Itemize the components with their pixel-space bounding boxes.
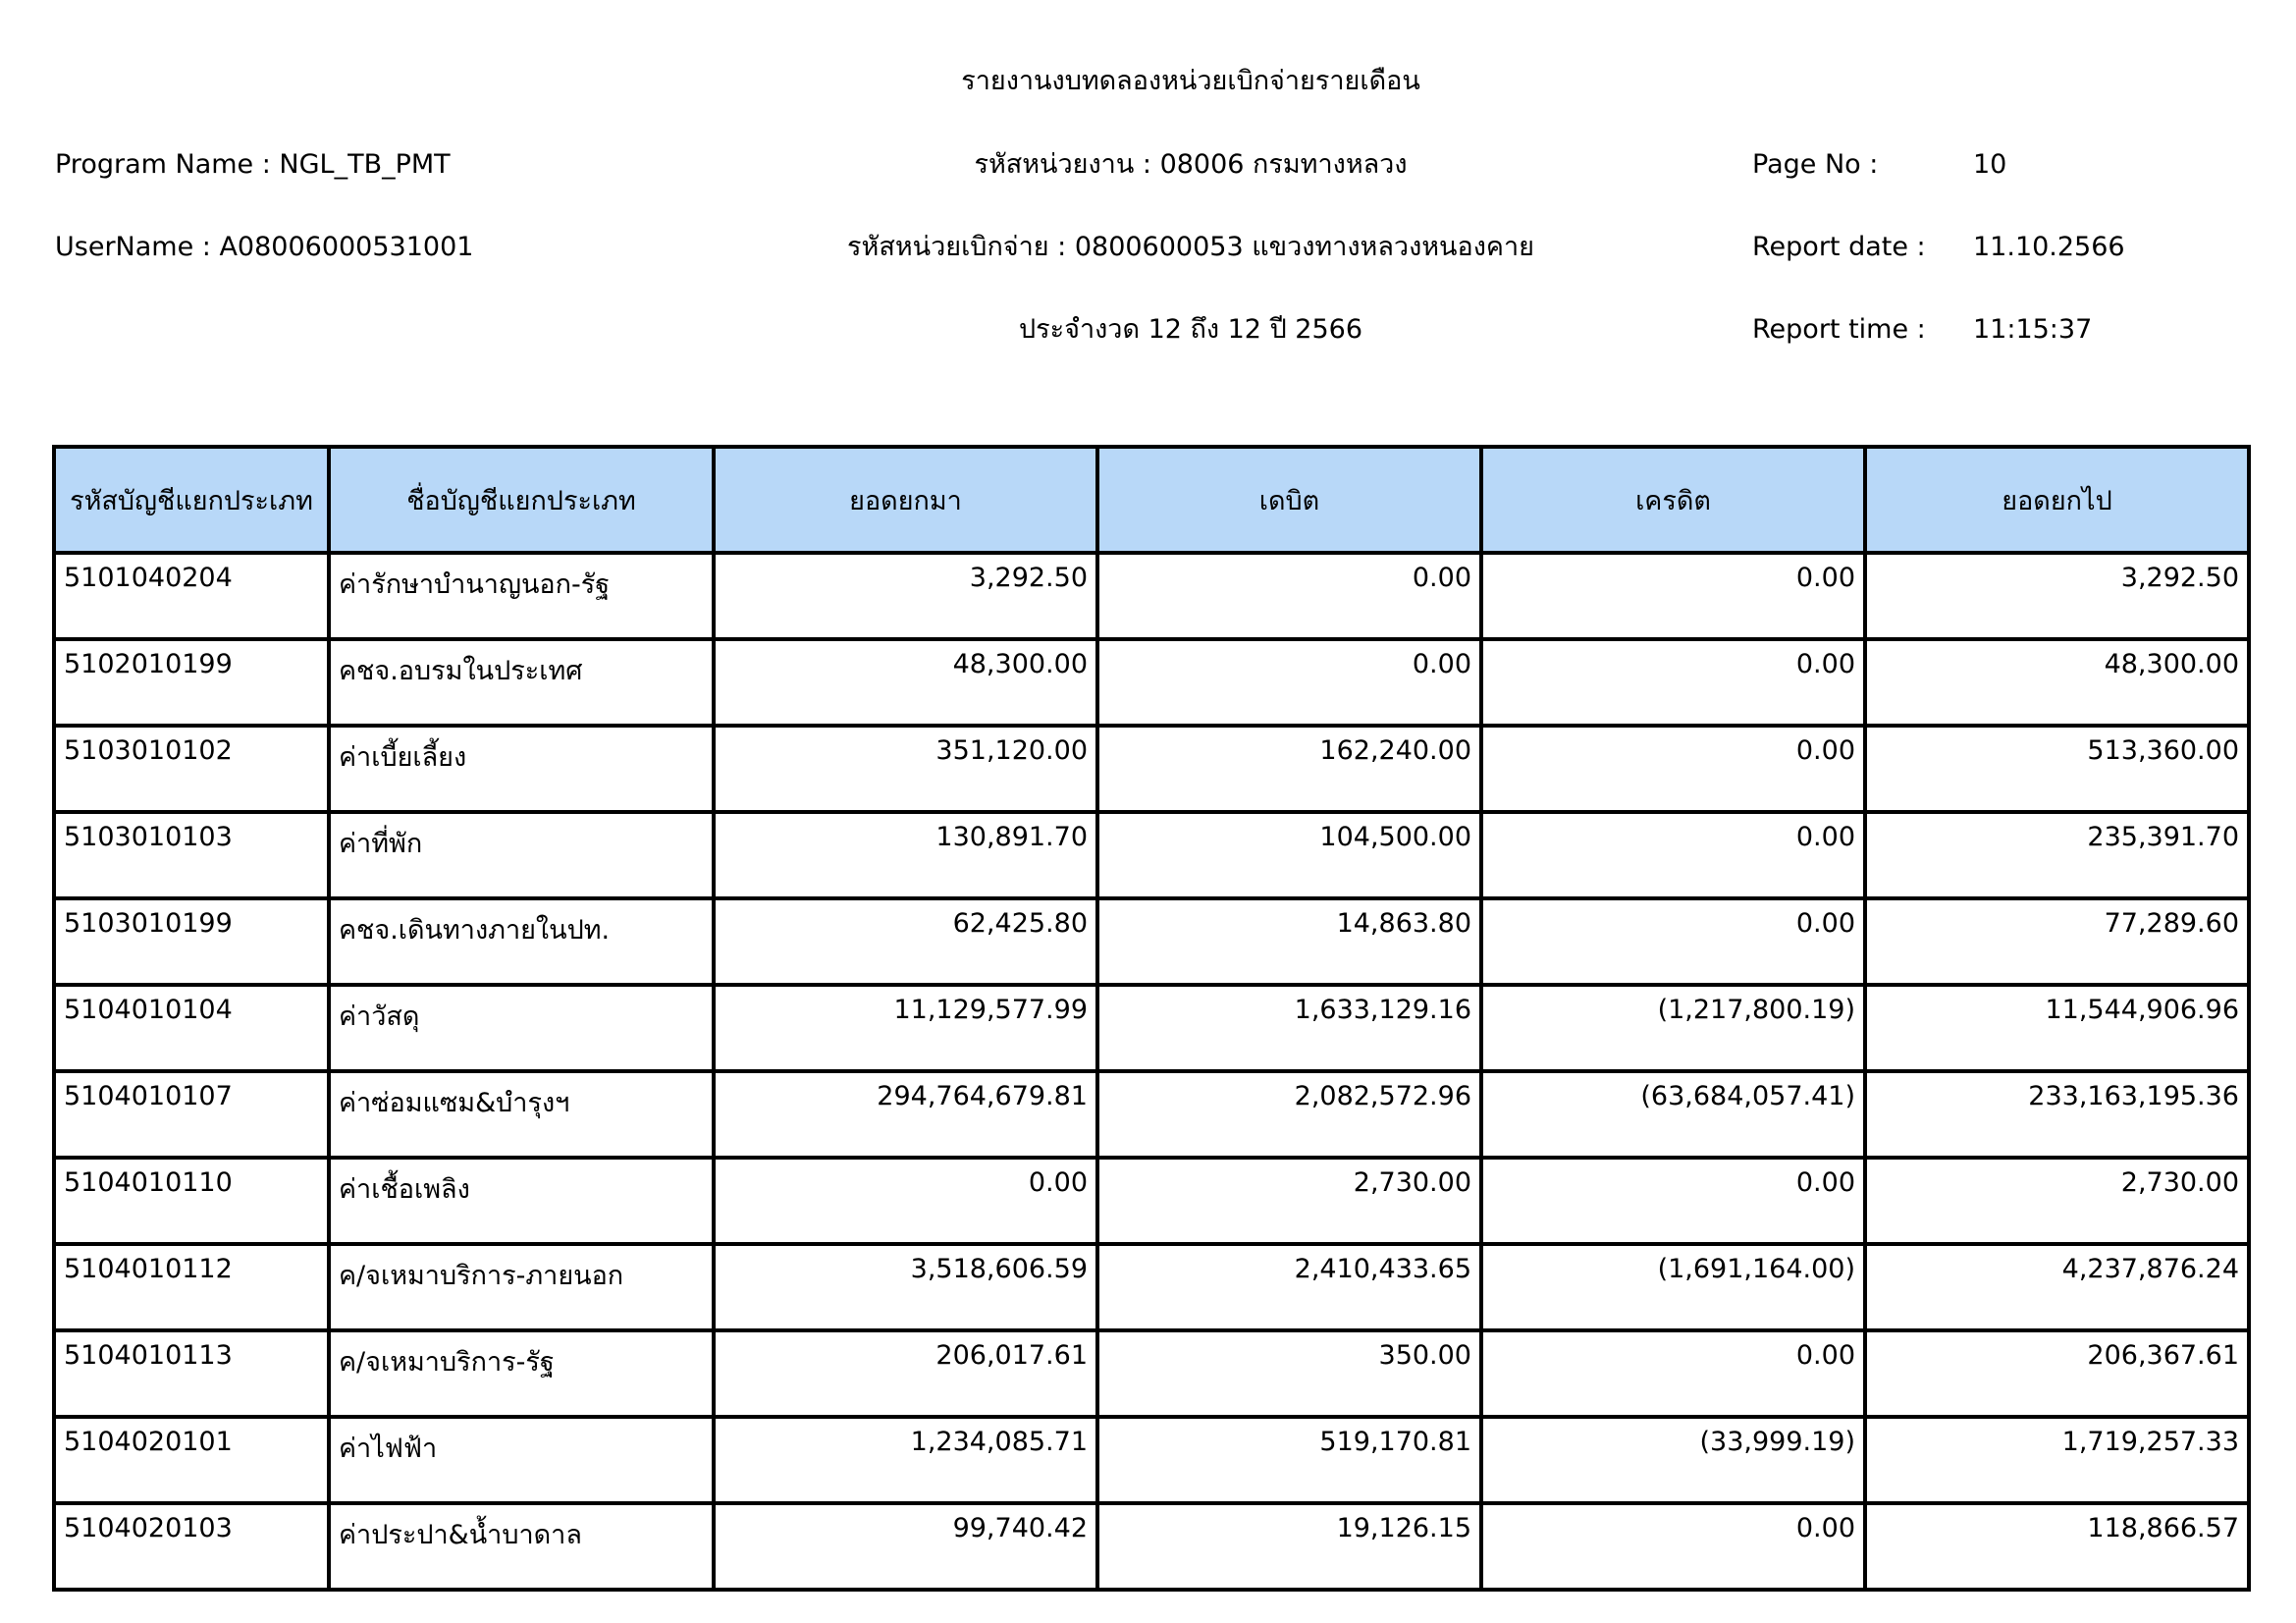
cell-account-code: 5102010199 — [54, 639, 329, 726]
disbursing-unit-line: รหัสหน่วยเบิกจ่าย : 0800600053 แขวงทางหลวงหนองคาย — [847, 232, 1534, 262]
cell-credit: 0.00 — [1481, 898, 1865, 985]
column-header-closing-balance: ยอดยกไป — [1865, 447, 2249, 553]
column-header-debit: เดบิต — [1097, 447, 1481, 553]
cell-account-code: 5103010199 — [54, 898, 329, 985]
cell-closing-balance: 3,292.50 — [1865, 553, 2249, 639]
cell-account-name: ค่าเชื้อเพลิง — [329, 1158, 714, 1244]
username: UserName : A08006000531001 — [55, 232, 474, 262]
cell-account-name: คชจ.เดินทางภายในปท. — [329, 898, 714, 985]
cell-debit: 14,863.80 — [1097, 898, 1481, 985]
cell-account-name: คชจ.อบรมในประเทศ — [329, 639, 714, 726]
cell-credit: 0.00 — [1481, 553, 1865, 639]
cell-closing-balance: 11,544,906.96 — [1865, 985, 2249, 1071]
period-line: ประจำงวด 12 ถึง 12 ปี 2566 — [1018, 314, 1363, 345]
cell-closing-balance: 48,300.00 — [1865, 639, 2249, 726]
cell-account-name: ค่าซ่อมแซม&บำรุงฯ — [329, 1071, 714, 1158]
report-title: รายงานงบทดลองหน่วยเบิกจ่ายรายเดือน — [961, 66, 1420, 96]
cell-opening-balance: 0.00 — [714, 1158, 1097, 1244]
cell-account-code: 5103010102 — [54, 726, 329, 812]
table-header-row — [54, 447, 2249, 553]
cell-account-code: 5104010113 — [54, 1330, 329, 1417]
cell-debit: 2,082,572.96 — [1097, 1071, 1481, 1158]
table-row — [54, 726, 2249, 812]
cell-account-name: ค/จเหมาบริการ-รัฐ — [329, 1330, 714, 1417]
cell-debit: 2,410,433.65 — [1097, 1244, 1481, 1330]
cell-account-code: 5103010103 — [54, 812, 329, 898]
table-row — [54, 553, 2249, 639]
column-header-account-name: ชื่อบัญชีแยกประเภท — [329, 447, 714, 553]
program-name: Program Name : NGL_TB_PMT — [55, 149, 451, 180]
agency-line: รหัสหน่วยงาน : 08006 กรมทางหลวง — [974, 149, 1408, 180]
cell-credit: 0.00 — [1481, 812, 1865, 898]
cell-account-code: 5104020103 — [54, 1503, 329, 1590]
cell-account-code: 5104010107 — [54, 1071, 329, 1158]
cell-closing-balance: 4,237,876.24 — [1865, 1244, 2249, 1330]
cell-account-name: ค่ารักษาบำนาญนอก-รัฐ — [329, 553, 714, 639]
cell-closing-balance: 233,163,195.36 — [1865, 1071, 2249, 1158]
cell-opening-balance: 1,234,085.71 — [714, 1417, 1097, 1503]
cell-debit: 519,170.81 — [1097, 1417, 1481, 1503]
cell-opening-balance: 3,292.50 — [714, 553, 1097, 639]
cell-account-name: ค่าวัสดุ — [329, 985, 714, 1071]
cell-opening-balance: 11,129,577.99 — [714, 985, 1097, 1071]
column-header-credit: เครดิต — [1481, 447, 1865, 553]
cell-opening-balance: 48,300.00 — [714, 639, 1097, 726]
table-row — [54, 1244, 2249, 1330]
cell-account-name: ค่าประปา&น้ำบาดาล — [329, 1503, 714, 1590]
table-row — [54, 985, 2249, 1071]
cell-debit: 350.00 — [1097, 1330, 1481, 1417]
cell-debit: 1,633,129.16 — [1097, 985, 1481, 1071]
cell-account-code: 5101040204 — [54, 553, 329, 639]
cell-account-code: 5104010104 — [54, 985, 329, 1071]
cell-debit: 162,240.00 — [1097, 726, 1481, 812]
cell-closing-balance: 118,866.57 — [1865, 1503, 2249, 1590]
table-row — [54, 1330, 2249, 1417]
cell-debit: 0.00 — [1097, 639, 1481, 726]
table-row — [54, 1503, 2249, 1590]
cell-account-code: 5104010112 — [54, 1244, 329, 1330]
cell-credit: (1,217,800.19) — [1481, 985, 1865, 1071]
cell-account-name: ค่าเบี้ยเลี้ยง — [329, 726, 714, 812]
cell-closing-balance: 1,719,257.33 — [1865, 1417, 2249, 1503]
table-row — [54, 1417, 2249, 1503]
cell-credit: 0.00 — [1481, 1158, 1865, 1244]
cell-credit: 0.00 — [1481, 639, 1865, 726]
report-date-value: 11.10.2566 — [1973, 232, 2125, 262]
report-date-label: Report date : — [1752, 232, 1926, 262]
cell-account-code: 5104020101 — [54, 1417, 329, 1503]
cell-debit: 0.00 — [1097, 553, 1481, 639]
column-header-opening-balance: ยอดยกมา — [714, 447, 1097, 553]
page-no-label: Page No : — [1752, 149, 1879, 180]
cell-account-name: ค่าไฟฟ้า — [329, 1417, 714, 1503]
cell-closing-balance: 2,730.00 — [1865, 1158, 2249, 1244]
cell-debit: 19,126.15 — [1097, 1503, 1481, 1590]
cell-opening-balance: 351,120.00 — [714, 726, 1097, 812]
table-row — [54, 898, 2249, 985]
cell-credit: (1,691,164.00) — [1481, 1244, 1865, 1330]
table-row — [54, 812, 2249, 898]
table-row — [54, 1071, 2249, 1158]
cell-account-name: ค่าที่พัก — [329, 812, 714, 898]
trial-balance-table — [52, 445, 2251, 1592]
report-time-label: Report time : — [1752, 314, 1926, 345]
cell-closing-balance: 235,391.70 — [1865, 812, 2249, 898]
cell-opening-balance: 294,764,679.81 — [714, 1071, 1097, 1158]
cell-opening-balance: 62,425.80 — [714, 898, 1097, 985]
cell-debit: 104,500.00 — [1097, 812, 1481, 898]
cell-credit: 0.00 — [1481, 1330, 1865, 1417]
report-time-value: 11:15:37 — [1973, 314, 2093, 345]
cell-closing-balance: 513,360.00 — [1865, 726, 2249, 812]
cell-opening-balance: 3,518,606.59 — [714, 1244, 1097, 1330]
cell-credit: 0.00 — [1481, 1503, 1865, 1590]
cell-account-code: 5104010110 — [54, 1158, 329, 1244]
table-row — [54, 639, 2249, 726]
cell-debit: 2,730.00 — [1097, 1158, 1481, 1244]
cell-credit: (33,999.19) — [1481, 1417, 1865, 1503]
cell-credit: 0.00 — [1481, 726, 1865, 812]
cell-account-name: ค/จเหมาบริการ-ภายนอก — [329, 1244, 714, 1330]
cell-opening-balance: 206,017.61 — [714, 1330, 1097, 1417]
cell-opening-balance: 130,891.70 — [714, 812, 1097, 898]
cell-closing-balance: 77,289.60 — [1865, 898, 2249, 985]
column-header-account-code: รหัสบัญชีแยกประเภท — [54, 447, 329, 553]
cell-credit: (63,684,057.41) — [1481, 1071, 1865, 1158]
page-no-value: 10 — [1973, 149, 2007, 180]
table-row — [54, 1158, 2249, 1244]
cell-opening-balance: 99,740.42 — [714, 1503, 1097, 1590]
cell-closing-balance: 206,367.61 — [1865, 1330, 2249, 1417]
